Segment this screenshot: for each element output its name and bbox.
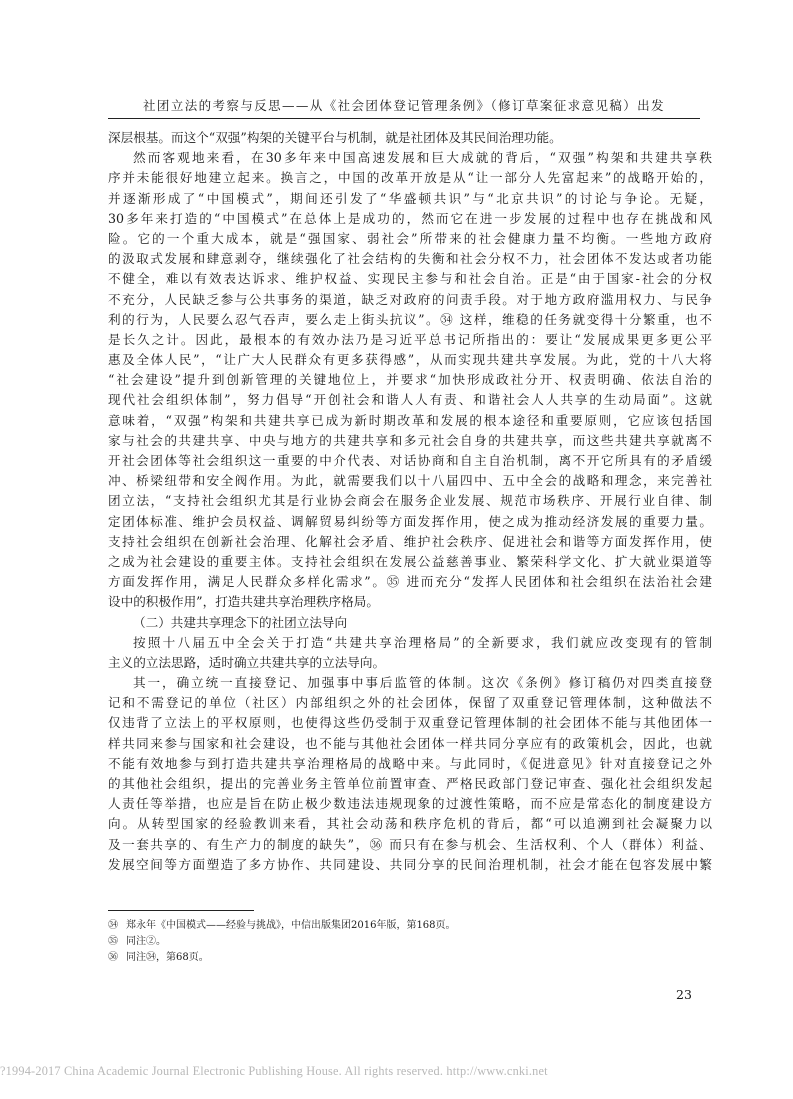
text-line: 的其他社会组织，提出的完善业务主管单位前置审查、严格民政部门登记审查、强化社会组织发起 [108, 776, 712, 791]
text-line: 主义的立法思路，适时确立共建共享的立法导向。 [108, 654, 386, 670]
text-line: 不健全，难以有效表达诉求、维护权益、实现民主参与和社会自治。正是“由于国家-社会的分权 [108, 271, 712, 287]
text-line: 其一，确立统一直接登记、加强事中事后监管的体制。这次《条例》修订稿仍对四类直接登 [133, 675, 712, 691]
text-line: 按照十八届五中全会关于打造“共建共享治理格局”的全新要求，我们就应改变现有的管制 [133, 634, 712, 650]
text-line: 家与社会的共建共享、中央与地方的共建共享和多元社会自身的共建共享，而这些共建共享就离不 [108, 432, 712, 448]
footnote-mark: ㊱ [108, 952, 118, 963]
text-line: 深层根基。而这个“双强”构架的关键平台与机制，就是社团体及其民间治理功能。 [108, 130, 562, 145]
text-line: 不能有效地参与到打造共建共享治理格局的战略中来。与此同时，《促进意见》针对直接登记之外 [108, 755, 712, 771]
text-line: 记和不需登记的单位（社区）内部组织之外的社会团体，保留了双重登记管理体制，这种做法不 [108, 695, 712, 711]
footnote-item [108, 918, 668, 934]
footnotes [108, 918, 668, 966]
text-line: 险。它的一个重大成本，就是“强国家、弱社会”所带来的社会健康力量不均衡。一些地方政府 [108, 230, 712, 246]
body-text [108, 128, 712, 875]
text-line: 的汲取式发展和肆意剥夺，继续强化了社会结构的失衡和社会分权不力，社会团体不发达或者功能 [108, 251, 712, 267]
text-line: 开社会团体等社会组织这一重要的中介代表、对话协商和自主自治机制，离不开它所具有的矛盾缓 [108, 453, 712, 468]
text-line: 意味着，“双强”构架和共建共享已成为新时期改革和发展的根本途径和重要原则，它应该包括国 [108, 412, 712, 428]
header-rule [108, 118, 700, 119]
footnote-rule [108, 910, 254, 911]
text-line: 不充分，人民缺乏参与公共事务的渠道，缺乏对政府的问责手段。对于地方政府滥用权力、与民争 [108, 291, 712, 307]
footnote-text: 同注②。 [126, 936, 166, 947]
text-line: 然而客观地来看，在30多年来中国高速发展和巨大成就的背后，“双强”构架和共建共享秩 [133, 150, 712, 166]
text-line: 是长久之计。因此，最根本的有效办法乃是习近平总书记所指出的：要让“发展成果更多更公平 [108, 331, 712, 347]
text-line: 现代社会组织体制”，努力倡导“开创社会和谐人人有责、和谐社会人人共享的生动局面”。这就 [108, 392, 712, 408]
text-line: 样共同来参与国家和社会建设，也不能与其他社会团体一样共同分享应有的政策机会，因此，也就 [108, 735, 712, 751]
text-line: 并逐渐形成了“中国模式”，期间还引发了“华盛顿共识”与“北京共识”的讨论与争论。无疑， [108, 190, 712, 206]
text-line: 定团体标准、维护会员权益、调解贸易纠纷等方面发挥作用，使之成为推动经济发展的重要力量。 [108, 513, 712, 529]
text-line: 冲、桥梁纽带和安全阀作用。为此，就需要我们以十八届四中、五中全会的战略和理念，来完善社 [108, 473, 712, 489]
footnote-mark: ㉞ [108, 920, 118, 931]
text-line: 团立法，“支持社会组织尤其是行业协会商会在服务企业发展、规范市场秩序、开展行业自律、制 [108, 493, 712, 509]
running-header: 社团立法的考察与反思——从《社会团体登记管理条例》（修订草案征求意见稿）出发 [143, 98, 665, 113]
text-line: 方面发挥作用，满足人民群众多样化需求”。㉟ 进而充分“发挥人民团体和社会组织在法治社会建 [108, 574, 712, 590]
text-line: 仅违背了立法上的平权原则，也使得这些仍受制于双重登记管理体制的社会团体不能与其他团体一 [108, 715, 712, 731]
text-line: 30多年来打造的“中国模式”在总体上是成功的，然而它在进一步发展的过程中也存在挑战和风 [108, 210, 712, 226]
page-number: 23 [676, 987, 692, 1002]
text-line: 人责任等举措，也应是旨在防止极少数违法违规现象的过渡性策略，而不应是常态化的制度建设方 [108, 796, 712, 812]
text-line: 设中的积极作用”，打造共建共享治理秩序格局。 [108, 594, 379, 610]
text-line: “社会建设”提升到创新管理的关键地位上，并要求“加快形成政社分开、权责明确、依法自治的 [108, 372, 712, 388]
footnote-item [108, 950, 668, 966]
footnote-mark: ㉟ [108, 936, 118, 947]
text-line: 及一套共享的、有生产力的制度的缺失”，㊱ 而只有在参与机会、生活权利、个人（群体）利益、 [108, 836, 712, 852]
footnote-item [108, 934, 668, 950]
footnote-text: 同注㉞，第68页。 [126, 952, 209, 963]
text-line: 发展空间等方面塑造了多方协作、共同建设、共同分享的民间治理机制，社会才能在包容发展中繁 [108, 856, 712, 872]
text-line: 支持社会组织在创新社会治理、化解社会矛盾、维护社会秩序、促进社会和谐等方面发挥作用，使 [108, 533, 712, 549]
text-line: 之成为社会建设的重要主体。支持社会组织在发展公益慈善事业、繁荣科学文化、扩大就业渠道等 [108, 553, 712, 569]
text-line: 利的行为，人民要么忍气吞声，要么走上街头抗议”。㉞ 这样，维稳的任务就变得十分繁重，也不 [108, 311, 712, 327]
footnote-text: 郑永年《中国模式——经验与挑战》，中信出版集团2016年版，第168页。 [126, 920, 456, 931]
text-line: （二）共建共享理念下的社团立法导向 [133, 614, 348, 630]
text-line: 向。从转型国家的经验教训来看，其社会动荡和秩序危机的背后，都“可以追溯到社会凝聚力以 [108, 816, 712, 832]
copyright-notice: ?1994-2017 China Academic Journal Electronic Publishing House. All rights reserved. http://www.cnki.net [0, 1064, 548, 1078]
text-line: 惠及全体人民”，“让广大人民群众有更多获得感”，从而实现共建共享发展。为此，党的十八大将 [108, 352, 712, 368]
text-line: 序并未能很好地建立起来。换言之，中国的改革开放是从“让一部分人先富起来”的战略开始的， [108, 170, 712, 186]
